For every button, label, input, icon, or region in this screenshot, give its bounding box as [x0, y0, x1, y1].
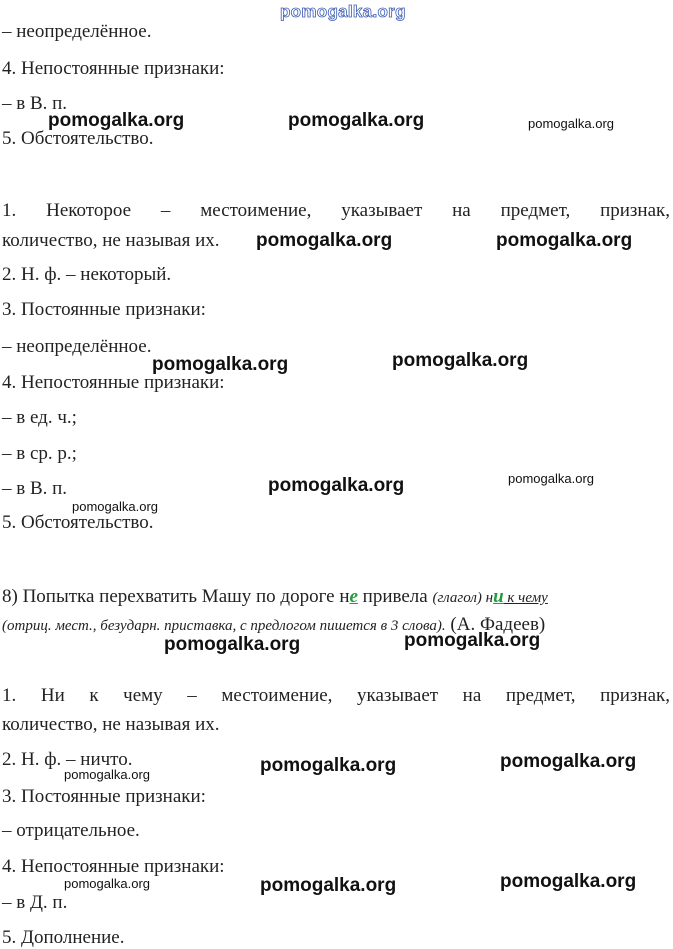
watermark: pomogalka.org [260, 875, 397, 896]
watermark: pomogalka.org [404, 630, 541, 651]
text-line: – в В. п. [2, 478, 68, 499]
text-line: 4. Непостоянные признаки: [2, 856, 225, 877]
watermark: pomogalka.org [256, 230, 393, 251]
watermark: pomogalka.org [496, 230, 633, 251]
watermark-small: pomogalka.org [72, 499, 158, 514]
text-line: – в ед. ч.; [2, 407, 77, 428]
text-line: 2. Н. ф. – некоторый. [2, 264, 172, 285]
text-line: – в ср. р.; [2, 443, 77, 464]
text-line: количество, не называя их. [2, 230, 220, 251]
text-line: 3. Постоянные признаки: [2, 786, 206, 807]
text-line: 5. Дополнение. [2, 927, 125, 948]
text-line: 4. Непостоянные признаки: [2, 372, 225, 393]
text-line: 5. Обстоятельство. [2, 512, 154, 533]
site-watermark-header: pomogalka.org [280, 2, 406, 21]
text-line: количество, не называя их. [2, 714, 220, 735]
text-line: 1. Ни к чему – местоимение, указывает на предмет, признак, [2, 685, 670, 706]
sentence-line: 8) Попытка перехватить Машу по дороге не привела (глагол) ни к чему [2, 586, 548, 607]
sentence-line: (отриц. мест., безударн. приставка, с предлогом пишется в 3 слова). (А. Фадеев) [2, 614, 546, 635]
watermark-small: pomogalka.org [528, 116, 614, 131]
text-line: 5. Обстоятельство. [2, 128, 154, 149]
text-line: 3. Постоянные признаки: [2, 299, 206, 320]
text-line: – неопределённое. [2, 336, 152, 357]
watermark-small: pomogalka.org [508, 471, 594, 486]
watermark: pomogalka.org [260, 755, 397, 776]
text-line: – неопределённое. [2, 21, 152, 42]
watermark: pomogalka.org [500, 751, 637, 772]
text-line: – в В. п. [2, 93, 68, 114]
text-line: 2. Н. ф. – ничто. [2, 749, 133, 770]
watermark-small: pomogalka.org [64, 767, 150, 782]
watermark-small: pomogalka.org [64, 876, 150, 891]
highlight-letter: и [493, 586, 504, 607]
watermark: pomogalka.org [268, 475, 405, 496]
watermark: pomogalka.org [288, 110, 425, 131]
text-line: – в Д. п. [2, 892, 68, 913]
watermark: pomogalka.org [164, 634, 301, 655]
text-line: 4. Непостоянные признаки: [2, 58, 225, 79]
text-line: – отрицательное. [2, 820, 140, 841]
watermark: pomogalka.org [152, 354, 289, 375]
watermark: pomogalka.org [392, 350, 529, 371]
watermark: pomogalka.org [500, 871, 637, 892]
watermark: pomogalka.org [48, 110, 185, 131]
text-line: 1. Некоторое – местоимение, указывает на предмет, признак, [2, 200, 670, 221]
highlight-letter: е [349, 586, 358, 607]
